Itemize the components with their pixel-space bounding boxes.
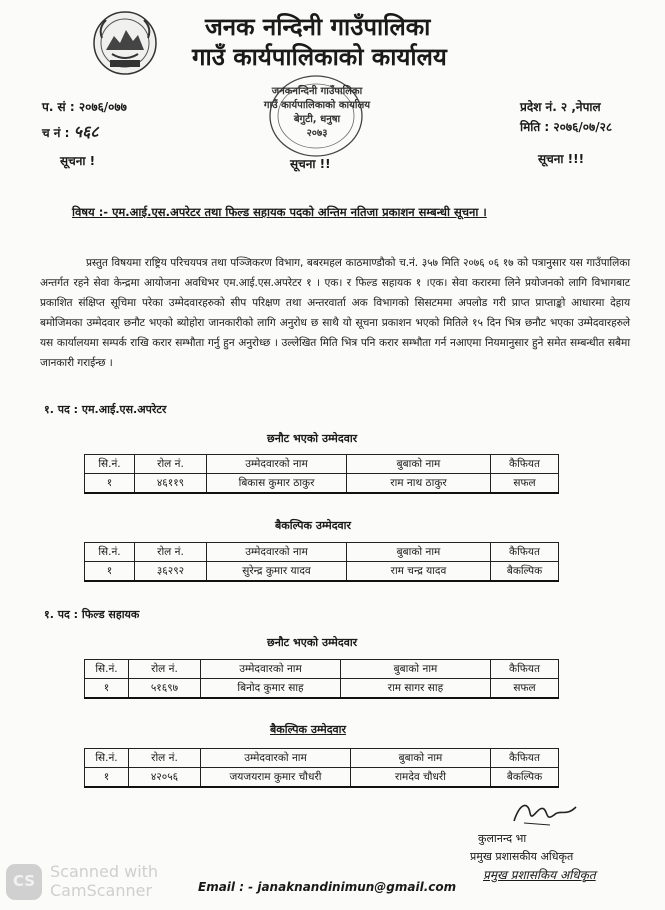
col-remarks: कैफियत xyxy=(491,543,559,562)
nepal-government-emblem-icon xyxy=(92,10,158,76)
table-row xyxy=(85,562,559,582)
cell-candidate: सुरेन्द्र कुमार यादव xyxy=(207,562,347,582)
table-row xyxy=(85,474,559,494)
col-roll: रोल नं. xyxy=(129,749,201,768)
cell-serial: १ xyxy=(85,562,135,582)
table-row xyxy=(85,679,559,699)
office-title-line1: जनक नन्दिनी गाउँपालिका xyxy=(205,13,431,41)
table-header-row xyxy=(85,749,559,768)
camscanner-text xyxy=(50,862,158,900)
col-serial: सि.नं. xyxy=(85,543,135,562)
cell-roll: ४२०५६ xyxy=(129,768,201,788)
suchana-center: सूचना !! xyxy=(290,157,331,171)
signatory-stamp: प्रमुख प्रशासकिय अधिकृत xyxy=(483,868,596,882)
col-serial: सि.नं. xyxy=(85,660,129,679)
miti xyxy=(520,118,612,135)
cell-serial: १ xyxy=(85,679,129,699)
cell-candidate: जयजयराम कुमार चौधरी xyxy=(201,768,351,788)
cell-remarks: सफल xyxy=(491,474,559,494)
post-2-alternate-table xyxy=(84,748,559,788)
miti-label: मिति : xyxy=(520,120,550,134)
seal-line1: जनकनन्दिनी गाउँपालिका xyxy=(271,86,363,97)
cell-remarks: सफल xyxy=(491,679,559,699)
table-header-row xyxy=(85,660,559,679)
signature-scribble-icon xyxy=(510,795,580,829)
signatory-designation: प्रमुख प्रशासकीय अधिकृत xyxy=(470,850,574,863)
watermark-line2: CamScanner xyxy=(50,881,153,900)
cell-father: राम नाथ ठाकुर xyxy=(347,474,491,494)
cell-father: रामदेव चौधरी xyxy=(351,768,491,788)
post-1-label: १. पद : एम.आई.एस.अपरेटर xyxy=(44,403,167,416)
post-2-selected-heading: छनौट भएको उम्मेदवार xyxy=(267,636,358,649)
post-2-alternate-heading: बैकल्पिक उम्मेदवार xyxy=(270,723,347,736)
table-row xyxy=(85,768,559,788)
col-remarks: कैफियत xyxy=(491,749,559,768)
col-father: बुबाको नाम xyxy=(347,455,491,474)
col-serial: सि.नं. xyxy=(85,749,129,768)
col-candidate: उम्मेदवारको नाम xyxy=(207,543,347,562)
post-1-alternate-heading: बैकल्पिक उम्मेदवार xyxy=(275,519,352,532)
col-father: बुबाको नाम xyxy=(347,543,491,562)
cell-roll: ३६२९२ xyxy=(135,562,207,582)
suchana-right: सूचना !!! xyxy=(538,152,585,166)
office-title-line2: गाउँ कार्यपालिकाको कार्यालय xyxy=(192,43,447,71)
chalani-number xyxy=(42,120,99,142)
col-roll: रोल नं. xyxy=(135,543,207,562)
cell-candidate: बिकास कुमार ठाकुर xyxy=(207,474,347,494)
table-header-row xyxy=(85,543,559,562)
patra-sankhya-label: प. सं : xyxy=(42,100,75,114)
post-2-label: १. पद : फिल्ड सहायक xyxy=(44,608,140,621)
col-roll: रोल नं. xyxy=(129,660,201,679)
cell-roll: ४६११९ xyxy=(135,474,207,494)
pradesh-info: प्रदेश नं. २ ,नेपाल xyxy=(520,100,601,114)
office-email: Email : - janaknandinimun@gmail.com xyxy=(198,880,457,894)
col-serial: सि.नं. xyxy=(85,455,135,474)
col-roll: रोल नं. xyxy=(135,455,207,474)
patra-sankhya xyxy=(42,98,127,115)
cell-candidate: बिनोद कुमार साह xyxy=(201,679,341,699)
watermark-line1: Scanned with xyxy=(50,862,159,881)
cell-serial: १ xyxy=(85,768,129,788)
miti-value: २०७६/०७/२८ xyxy=(553,120,613,134)
seal-line3: बेगुटी, धनुषा xyxy=(293,114,341,125)
col-father: बुबाको नाम xyxy=(341,660,491,679)
post-2-selected-table xyxy=(84,659,559,699)
cell-father: राम सागर साह xyxy=(341,679,491,699)
cell-remarks: बैकल्पिक xyxy=(491,768,559,788)
seal-line2: गाउँ कार्यपालिकाको कार्यालय xyxy=(263,100,371,111)
col-remarks: कैफियत xyxy=(491,455,559,474)
post-1-alternate-table xyxy=(84,542,559,582)
chalani-label: च नं : xyxy=(42,126,70,140)
col-candidate: उम्मेदवारको नाम xyxy=(201,660,341,679)
seal-line4: २०७३ xyxy=(306,128,328,139)
cell-serial: १ xyxy=(85,474,135,494)
suchana-left: सूचना ! xyxy=(60,154,96,168)
post-1-selected-table xyxy=(84,454,559,494)
subject-line: विषय :- एम.आई.एस.अपरेटर तथा फिल्ड सहायक पदको अन्तिम नतिजा प्रकाशन सम्बन्धी सूचना । xyxy=(72,205,487,219)
camscanner-logo-icon: CS xyxy=(6,864,42,900)
cell-remarks: बैकल्पिक xyxy=(491,562,559,582)
post-1-selected-heading: छनौट भएको उम्मेदवार xyxy=(267,432,358,445)
patra-sankhya-value: २०७६/०७७ xyxy=(78,100,127,114)
chalani-value: ५६८ xyxy=(73,122,99,141)
cell-roll: ५१६९७ xyxy=(129,679,201,699)
col-father: बुबाको नाम xyxy=(351,749,491,768)
col-candidate: उम्मेदवारको नाम xyxy=(201,749,351,768)
cell-father: राम चन्द्र यादव xyxy=(347,562,491,582)
notice-body-text: प्रस्तुत विषयमा राष्ट्रिय परिचयपत्र तथा पञ्जिकरण विभाग, बबरमहल काठमाण्डौको च.नं. ३५७ मिति २०७६ ०६ १७ को पत्रानुसार यस गाउँपालिका अन्तर्गत रहने सेवा केन्द्रमा आयोजना अवधिभर एम.आई.एस.अपरेटर १ । एक। र फिल्ड सहायक १ ।एक। सेवा करारमा लिने प्रयोजनको लागि विभागबाट प्रकाशित संक्षिप्त सूचिमा परेका उम्मेदवारहरुको सीप परिक्षण तथा अन्तरवार्ता अक विभागको सिसटममा अपलोड गरी प्राप्त प्राप्ताङ्को आधारमा देहाय बमोजिमका उम्मेदवार छनौट भएको ब्योहोरा जानकारीको लागि अनुरोध छ साथै यो सूचना प्रकाशन भएको मितिले १५ दिन भित्र छनौट भएका उम्मेदवारहरुले यस कार्यालयमा सम्पर्क राखि करार सम्भौता गर्नु हुन अनुरोध्छ । उल्लेखित मिति भित्र पनि करार सम्भौता गर्न नआएमा नियमानुसार हुने समेत सम्बन्धीत सबैमा जानकारी गराईन्छ । xyxy=(40,257,630,369)
table-header-row xyxy=(85,455,559,474)
notice-body xyxy=(40,253,630,373)
camscanner-watermark xyxy=(6,862,166,902)
col-remarks: कैफियत xyxy=(491,660,559,679)
col-candidate: उम्मेदवारको नाम xyxy=(207,455,347,474)
signatory-name: कुलानन्द भा xyxy=(478,832,527,845)
